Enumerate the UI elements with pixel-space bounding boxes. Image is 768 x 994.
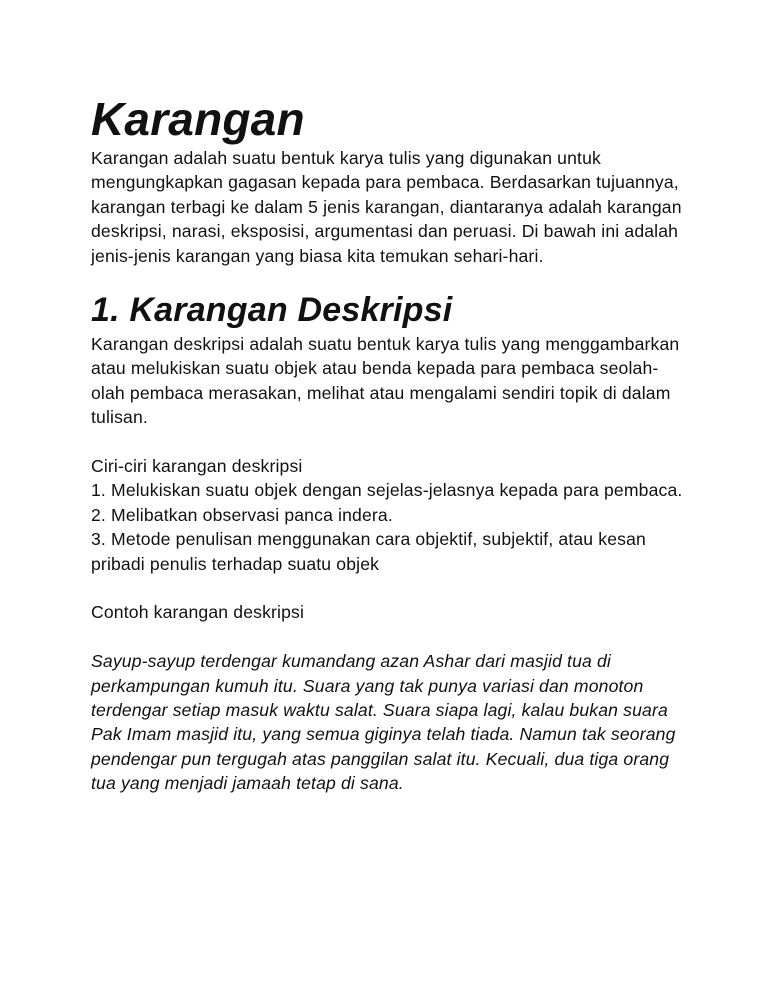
list-item: 3. Metode penulisan menggunakan cara objektif, subjektif, atau kesan pribadi penulis terhadap suatu objek (91, 529, 646, 574)
intro-paragraph: Karangan adalah suatu bentuk karya tulis yang digunakan untuk mengungkapkan gagasan kepada para pembaca. Berdasarkan tujuannya, karangan terbagi ke dalam 5 jenis karangan, diantaranya adalah karangan deskripsi, narasi, eksposisi, argumentasi dan peruasi. Di bawah ini adalah jenis-jenis karangan yang biasa kita temukan sehari-hari. (91, 148, 682, 266)
example-label: Contoh karangan deskripsi (91, 602, 305, 623)
document-title: Karangan (91, 93, 305, 145)
characteristics-label: Ciri-ciri karangan deskripsi (91, 456, 303, 477)
characteristics-list (91, 478, 691, 576)
list-item: 2. Melibatkan observasi panca indera. (91, 504, 393, 525)
section-heading-deskripsi: 1. Karangan Deskripsi (91, 291, 453, 330)
list-item: 1. Melukiskan suatu objek dengan sejelas-jelasnya kepada para pembaca. (91, 480, 683, 501)
definition-paragraph: Karangan deskripsi adalah suatu bentuk karya tulis yang menggambarkan atau melukiskan suatu objek atau benda kepada para pembaca seolah-olah pembaca merasakan, melihat atau mengalami sendiri topik di dalam tulisan. (91, 334, 680, 428)
document-page (91, 92, 691, 796)
example-paragraph: Sayup-sayup terdengar kumandang azan Ashar dari masjid tua di perkampungan kumuh itu. Suara yang tak punya variasi dan monoton terdengar setiap masuk waktu salat. Suara siapa lagi, kalau bukan suara Pak Imam masjid itu, yang semua giginya telah tiada. Namun tak seorang pendengar pun tergugah atas panggilan salat itu. Kecuali, dua tiga orang tua yang menjadi jamaah tetap di sana. (91, 651, 676, 794)
